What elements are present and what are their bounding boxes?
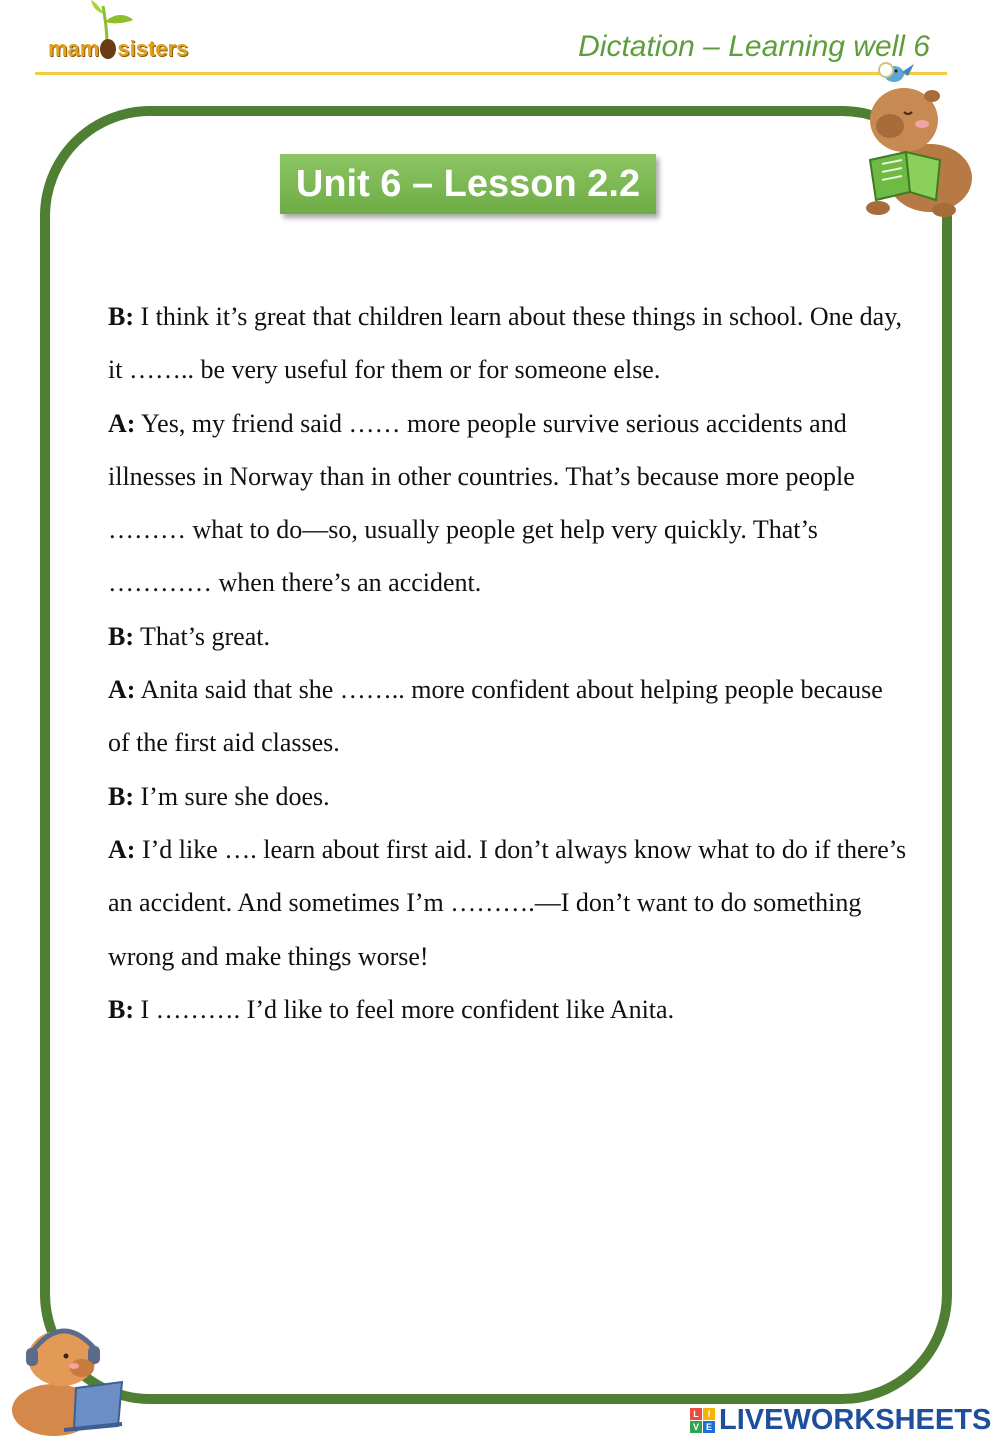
speaker-label: B: [108,781,134,811]
seed-icon [100,39,116,59]
dialogue-line [108,663,908,770]
line-text: I ………. I’d like to feel more confident like Anita. [140,994,675,1024]
line-text: I’m sure she does. [140,781,330,811]
wm-letter: E [703,1421,715,1433]
logo-text-left: mam [48,36,100,61]
capybara-laptop-icon [4,1318,134,1438]
watermark-text: LIVEWORKSHEETS [719,1403,992,1436]
dialogue-line [108,770,908,823]
dictation-dialogue [108,290,908,1036]
dialogue-line [108,983,908,1036]
liveworksheets-logo-icon [690,1408,715,1433]
speaker-label: B: [108,621,134,651]
line-text: Yes, my friend said …… more people survive serious accidents and illnesses in Norway than in other countries. That’s because more people ……… what to do—so, usually people get help very quickly. That’s ………… when there’s an accident. [108,408,855,598]
dialogue-line [108,397,908,610]
dialogue-line [108,823,908,983]
header-title: Dictation – Learning well 6 [578,30,930,63]
wm-letter: L [690,1408,702,1420]
wm-letter: I [703,1408,715,1420]
unit-lesson-title: Unit 6 – Lesson 2.2 [295,162,641,205]
line-text: I’d like …. learn about first aid. I don’t always know what to do if there’s an accident. And sometimes I’m ……….—I don’t want to do something wrong and make things worse! [108,834,907,971]
speaker-label: A: [108,675,136,705]
line-text: I think it’s great that children learn about these things in school. One day, it …….. be very useful for them or for someone else. [108,302,903,385]
header-divider [35,72,947,75]
dialogue-line [108,290,908,397]
logo-text-right: sisters [117,36,189,61]
speaker-label: A: [108,408,136,438]
dialogue-line [108,610,908,663]
unit-lesson-badge [280,154,656,214]
speaker-label: B: [108,302,134,331]
line-text: Anita said that she …….. more confident about helping people because of the first aid classes. [108,675,883,758]
speaker-label: B: [108,994,134,1024]
wm-letter: V [690,1421,702,1433]
speaker-label: A: [108,834,136,864]
line-text: That’s great. [140,621,270,651]
liveworksheets-watermark [690,1402,991,1438]
capybara-reading-icon [860,60,980,220]
